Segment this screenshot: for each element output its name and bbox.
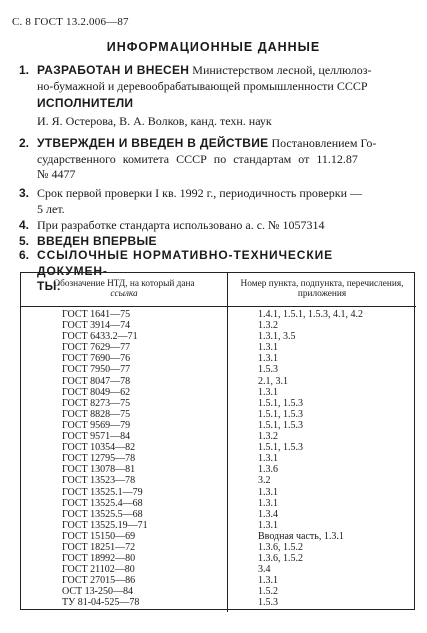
table-row bbox=[21, 553, 416, 564]
table-cell-document: ГОСТ 10354—82 bbox=[62, 442, 136, 454]
table-cell-document: ГОСТ 13525.19—71 bbox=[62, 519, 148, 531]
table-header-reference: Номер пункта, подпункта, перечисления, приложения bbox=[240, 279, 404, 299]
table-cell-document: ГОСТ 8049—62 bbox=[62, 386, 131, 398]
table-cell-reference: 1.3.4 bbox=[258, 508, 278, 520]
table-row bbox=[21, 398, 416, 409]
table-row bbox=[21, 520, 416, 531]
item-4-number: 4. bbox=[19, 218, 30, 232]
item-2-text: Постановлением Го- bbox=[271, 136, 377, 150]
table-cell-document: ГОСТ 12795—78 bbox=[62, 453, 136, 465]
table-cell-document: ГОСТ 13525.5—68 bbox=[62, 508, 143, 520]
table-cell-document: ГОСТ 9569—79 bbox=[62, 419, 131, 431]
executors-heading: ИСПОЛНИТЕЛИ bbox=[37, 96, 134, 110]
table-cell-document: ГОСТ 7629—77 bbox=[62, 342, 131, 354]
table-row bbox=[21, 364, 416, 375]
table-cell-reference: 1.3.1 bbox=[258, 519, 278, 531]
table-header-document: Обозначение НТД, на который дана ссылка bbox=[53, 279, 195, 299]
page-header: С. 8 ГОСТ 13.2.006—87 bbox=[12, 16, 129, 28]
table-cell-reference: 3.2 bbox=[258, 475, 271, 487]
table-cell-document: ГОСТ 27015—86 bbox=[62, 575, 136, 587]
table-cell-document: ГОСТ 13525.1—79 bbox=[62, 486, 143, 498]
item-1-text: Министерством лесной, целлюлоз- bbox=[192, 63, 372, 77]
table-cell-document: ГОСТ 3914—74 bbox=[62, 320, 131, 332]
table-cell-reference: 1.5.1, 1.5.3 bbox=[258, 408, 303, 420]
table-cell-reference: 1.5.1, 1.5.3 bbox=[258, 442, 303, 454]
table-cell-document: ГОСТ 8047—78 bbox=[62, 375, 131, 387]
table-cell-document: ГОСТ 9571—84 bbox=[62, 431, 131, 443]
table-cell-reference: 1.3.1 bbox=[258, 386, 278, 398]
table-cell-document: ГОСТ 18992—80 bbox=[62, 553, 136, 565]
table-cell-document: ГОСТ 13078—81 bbox=[62, 464, 136, 476]
table-cell-reference: 1.3.2 bbox=[258, 431, 278, 443]
table-cell-document: ТУ 81-04-525—78 bbox=[62, 597, 140, 609]
item-1-text-line2: но-бумажной и деревообрабатывающей промышленности СССР bbox=[37, 78, 368, 93]
item-6-heading-line2: ТЫ: bbox=[37, 279, 61, 293]
table-row bbox=[21, 498, 416, 509]
table-cell-document: ГОСТ 21102—80 bbox=[62, 564, 135, 576]
table-cell-reference: 1.5.2 bbox=[258, 586, 278, 598]
section-title: ИНФОРМАЦИОННЫЕ ДАННЫЕ bbox=[106, 40, 321, 54]
table-cell-document: ГОСТ 1641—75 bbox=[62, 309, 131, 320]
item-2-text-line2: сударственного комитета СССР по стандартам от 11.12.87 bbox=[37, 151, 358, 166]
table-cell-reference: 1.5.1, 1.5.3 bbox=[258, 397, 303, 409]
executors-text: И. Я. Остерова, В. А. Волков, канд. техн. наук bbox=[37, 114, 272, 128]
table-cell-reference: 1.3.1 bbox=[258, 486, 278, 498]
table-row bbox=[21, 531, 416, 542]
item-1-heading: РАЗРАБОТАН И ВНЕСЕН bbox=[37, 63, 190, 77]
table-row bbox=[21, 342, 416, 353]
table-cell-document: ГОСТ 18251—72 bbox=[62, 541, 136, 553]
table-cell-reference: 1.3.6, 1.5.2 bbox=[258, 553, 303, 565]
table-row bbox=[21, 331, 416, 342]
item-5-number: 5. bbox=[19, 234, 30, 248]
table-cell-reference: 1.5.3 bbox=[258, 597, 278, 609]
table-cell-document: ГОСТ 8828—75 bbox=[62, 408, 131, 420]
table-cell-document: ГОСТ 8273—75 bbox=[62, 397, 131, 409]
item-3-number: 3. bbox=[19, 186, 30, 200]
item-2 bbox=[19, 136, 405, 183]
table-row bbox=[21, 597, 416, 608]
table-cell-reference: 1.3.1 bbox=[258, 353, 278, 365]
item-1 bbox=[19, 63, 405, 94]
item-2-number: 2. bbox=[19, 136, 30, 150]
table-cell-reference: 1.3.6, 1.5.2 bbox=[258, 541, 303, 553]
table-row bbox=[21, 387, 416, 398]
table-row bbox=[21, 475, 416, 486]
item-2-heading: УТВЕРЖДЕН И ВВЕДЕН В ДЕЙСТВИЕ bbox=[37, 136, 269, 150]
table-cell-reference: 1.3.1 bbox=[258, 497, 278, 509]
item-5-heading: ВВЕДЕН ВПЕРВЫЕ bbox=[37, 234, 157, 248]
references-table bbox=[20, 272, 415, 610]
table-row bbox=[21, 442, 416, 453]
table-cell-reference: Вводная часть, 1.3.1 bbox=[258, 530, 344, 542]
table-row bbox=[21, 420, 416, 431]
table-cell-reference: 1.3.2 bbox=[258, 320, 278, 332]
table-cell-document: ГОСТ 15150—69 bbox=[62, 530, 136, 542]
item-6-heading-line1: ССЫЛОЧНЫЕ НОРМАТИВНО-ТЕХНИЧЕСКИЕ ДОКУМЕН- bbox=[37, 248, 334, 278]
table-row bbox=[21, 542, 416, 553]
table-row bbox=[21, 487, 416, 498]
item-3-text-line1: Срок первой проверки I кв. 1992 г., периодичность проверки — bbox=[37, 186, 362, 200]
table-cell-reference: 1.3.1 bbox=[258, 342, 278, 354]
table-row bbox=[21, 575, 416, 586]
table-row bbox=[21, 564, 416, 575]
item-4-text: При разработке стандарта использовано а. с. № 1057314 bbox=[37, 218, 325, 232]
table-cell-reference: 1.5.3 bbox=[258, 364, 278, 376]
table-body bbox=[21, 309, 416, 609]
table-row bbox=[21, 453, 416, 464]
table-cell-reference: 1.4.1, 1.5.1, 1.5.3, 4.1, 4.2 bbox=[258, 309, 363, 320]
item-3-text-line2: 5 лет. bbox=[37, 201, 65, 216]
table-cell-reference: 1.3.6 bbox=[258, 464, 278, 476]
item-3 bbox=[19, 186, 405, 217]
table-cell-document: ОСТ 13-250—84 bbox=[62, 586, 133, 598]
table-row bbox=[21, 320, 416, 331]
table-cell-document: ГОСТ 7950—77 bbox=[62, 364, 131, 376]
table-row bbox=[21, 509, 416, 520]
table-row bbox=[21, 309, 416, 320]
table-cell-reference: 1.3.1 bbox=[258, 453, 278, 465]
table-cell-reference: 1.3.1 bbox=[258, 575, 278, 587]
table-cell-document: ГОСТ 6433.2—71 bbox=[62, 331, 138, 343]
table-cell-reference: 1.3.1, 3.5 bbox=[258, 331, 296, 343]
item-2-text-line3: № 4477 bbox=[37, 167, 76, 181]
table-row bbox=[21, 586, 416, 597]
table-cell-document: ГОСТ 13525.4—68 bbox=[62, 497, 143, 509]
item-1-number: 1. bbox=[19, 63, 30, 77]
table-row bbox=[21, 409, 416, 420]
table-cell-reference: 3.4 bbox=[258, 564, 271, 576]
table-header-divider bbox=[21, 306, 416, 307]
table-row bbox=[21, 431, 416, 442]
table-cell-document: ГОСТ 13523—78 bbox=[62, 475, 136, 487]
table-row bbox=[21, 376, 416, 387]
table-row bbox=[21, 464, 416, 475]
item-6-number: 6. bbox=[19, 248, 30, 262]
table-cell-document: ГОСТ 7690—76 bbox=[62, 353, 131, 365]
table-cell-reference: 1.5.1, 1.5.3 bbox=[258, 419, 303, 431]
table-row bbox=[21, 353, 416, 364]
table-cell-reference: 2.1, 3.1 bbox=[258, 375, 288, 387]
item-4 bbox=[19, 218, 405, 234]
